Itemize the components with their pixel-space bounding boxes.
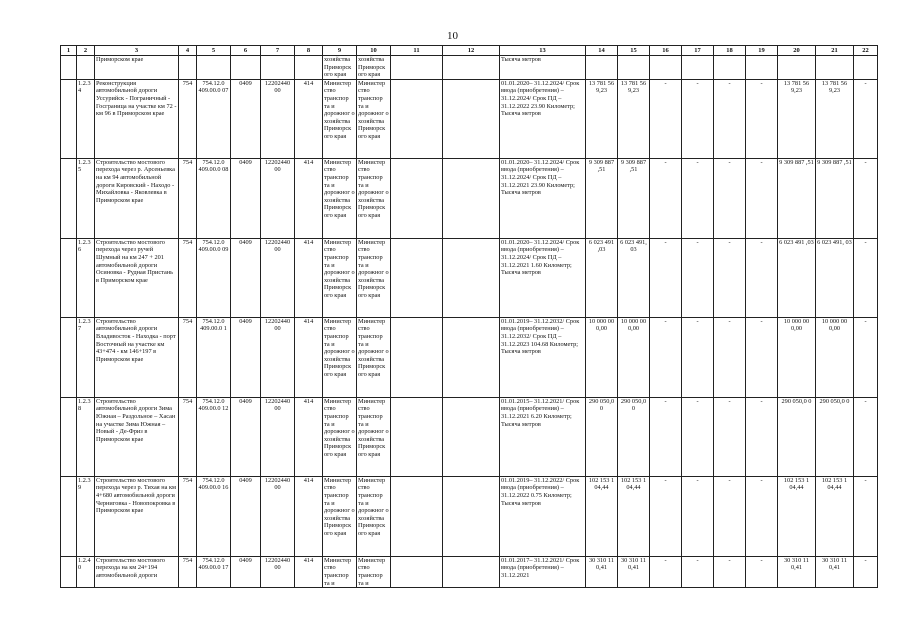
cell: Тысяча метров — [500, 56, 586, 80]
amount-cell: 102 153 1 04,44 — [816, 476, 854, 556]
developer-cell: Министер ство транспор та и дорожног о хозяйства Приморск ого края — [357, 397, 391, 476]
customer-cell: Министер ство транспор та и дорожног о хозяйства Приморск ого края — [323, 397, 357, 476]
col-header: 15 — [618, 46, 650, 56]
amount-cell: - — [714, 238, 746, 317]
grbs-code-cell: 754 — [179, 317, 197, 397]
target-article-cell: 12202440 00 — [261, 79, 295, 158]
table-row — [61, 556, 878, 587]
amount-cell: - — [746, 317, 778, 397]
amount-cell: 13 781 56 9,23 — [618, 79, 650, 158]
col-header: 3 — [95, 46, 179, 56]
col-header: 21 — [816, 46, 854, 56]
amount-cell: - — [746, 476, 778, 556]
col-header: 18 — [714, 46, 746, 56]
amount-cell: - — [682, 556, 714, 587]
amount-cell: - — [682, 238, 714, 317]
object-code-cell: 754.12.0 409.00.0 07 — [197, 79, 231, 158]
amount-cell: 13 781 56 9,23 — [816, 79, 854, 158]
section-code-cell: 0409 — [231, 397, 261, 476]
developer-cell: Министер ство транспор та и дорожног о хозяйства Приморск ого края — [357, 158, 391, 238]
cell — [61, 397, 77, 476]
cell — [295, 56, 323, 80]
cell: - — [854, 317, 878, 397]
amount-cell: 290 050,0 0 — [586, 397, 618, 476]
amount-cell: 6 023 491, 03 — [816, 238, 854, 317]
expense-type-cell: 414 — [295, 317, 323, 397]
amount-cell: - — [746, 158, 778, 238]
customer-cell: Министер ство транспор та и — [323, 556, 357, 587]
target-article-cell: 12202440 00 — [261, 556, 295, 587]
expense-type-cell: 414 — [295, 397, 323, 476]
cell: хозяйства Приморск ого края — [357, 56, 391, 80]
table-row — [61, 79, 878, 158]
target-article-cell: 12202440 00 — [261, 317, 295, 397]
amount-cell: - — [746, 397, 778, 476]
amount-cell: - — [682, 317, 714, 397]
col-header: 4 — [179, 46, 197, 56]
amount-cell: 9 309 887 ,51 — [778, 158, 816, 238]
customer-cell: Министер ство транспор та и дорожног о хозяйства Приморск ого края — [323, 476, 357, 556]
page-number: 10 — [447, 30, 458, 42]
amount-cell: 10 000 00 0,00 — [778, 317, 816, 397]
amount-cell: - — [650, 317, 682, 397]
amount-cell: 10 000 00 0,00 — [618, 317, 650, 397]
col-header: 11 — [391, 46, 443, 56]
developer-cell: Министер ство транспор та и дорожног о хозяйства Приморск ого края — [357, 79, 391, 158]
amount-cell: 13 781 56 9,23 — [778, 79, 816, 158]
cell — [77, 56, 95, 80]
cell: - — [854, 158, 878, 238]
amount-cell: 30 310 11 0,41 — [586, 556, 618, 587]
amount-cell: 9 309 887 ,51 — [618, 158, 650, 238]
cell — [391, 556, 443, 587]
table-row — [61, 317, 878, 397]
cell — [443, 556, 500, 587]
grbs-code-cell: 754 — [179, 79, 197, 158]
expense-type-cell: 414 — [295, 158, 323, 238]
col-header: 2 — [77, 46, 95, 56]
row-number-cell: 1.2.39 — [77, 476, 95, 556]
period-capacity-cell: 01.01.2019– 31.12.2022/ Срок ввода (приобретения) – 31.12.2022 0.75 Километр; Тысяча метров — [500, 476, 586, 556]
cell — [197, 56, 231, 80]
expense-type-cell: 414 — [295, 476, 323, 556]
cell: - — [854, 397, 878, 476]
object-name-cell: Строительство мостового перехода на км 24+194 автомобильной дороги — [95, 556, 179, 587]
col-header: 19 — [746, 46, 778, 56]
object-code-cell: 754.12.0 409.00.0 16 — [197, 476, 231, 556]
cell — [443, 476, 500, 556]
amount-cell: 9 309 887 ,51 — [586, 158, 618, 238]
cell: - — [854, 238, 878, 317]
period-capacity-cell: 01.01.2020– 31.12.2024/ Срок ввода (приобретения) – 31.12.2024/ Срок ПД – 31.12.2021 1.60 Километр; Тысяча метров — [500, 238, 586, 317]
cell — [231, 56, 261, 80]
target-article-cell: 12202440 00 — [261, 476, 295, 556]
investment-objects-table — [60, 45, 878, 588]
cell — [261, 56, 295, 80]
cell — [854, 56, 878, 80]
developer-cell: Министер ство транспор та и — [357, 556, 391, 587]
object-code-cell: 754.12.0 409.00.0 12 — [197, 397, 231, 476]
period-capacity-cell: 01.01.2017– 31.12.2021/ Срок ввода (приобретения) – 31.12.2021 — [500, 556, 586, 587]
section-code-cell: 0409 — [231, 556, 261, 587]
cell — [61, 238, 77, 317]
amount-cell: - — [682, 476, 714, 556]
cell — [586, 56, 618, 80]
table-row — [61, 158, 878, 238]
col-header: 8 — [295, 46, 323, 56]
col-header: 22 — [854, 46, 878, 56]
customer-cell: Министер ство транспор та и дорожног о хозяйства Приморск ого края — [323, 79, 357, 158]
amount-cell: 10 000 00 0,00 — [816, 317, 854, 397]
period-capacity-cell: 01.01.2020– 31.12.2024/ Срок ввода (приобретения) – 31.12.2024/ Срок ПД – 31.12.2022 23.90 Километр; Тысяча метров — [500, 79, 586, 158]
amount-cell: - — [650, 476, 682, 556]
amount-cell: 6 023 491, 03 — [618, 238, 650, 317]
row-number-cell: 1.2.37 — [77, 317, 95, 397]
section-code-cell: 0409 — [231, 158, 261, 238]
col-header: 20 — [778, 46, 816, 56]
cell — [443, 56, 500, 80]
amount-cell: 102 153 1 04,44 — [586, 476, 618, 556]
amount-cell: - — [714, 556, 746, 587]
cell — [391, 79, 443, 158]
amount-cell: - — [682, 79, 714, 158]
cell — [746, 56, 778, 80]
column-number-header — [61, 46, 878, 56]
amount-cell: - — [682, 158, 714, 238]
grbs-code-cell: 754 — [179, 158, 197, 238]
customer-cell: Министер ство транспор та и дорожног о хозяйства Приморск ого края — [323, 238, 357, 317]
developer-cell: Министер ство транспор та и дорожног о хозяйства Приморск ого края — [357, 317, 391, 397]
amount-cell: - — [650, 158, 682, 238]
grbs-code-cell: 754 — [179, 397, 197, 476]
grbs-code-cell: 754 — [179, 238, 197, 317]
amount-cell: - — [746, 79, 778, 158]
row-number-cell: 1.2.38 — [77, 397, 95, 476]
table-row — [61, 476, 878, 556]
cell — [391, 238, 443, 317]
row-number-cell: 1.2.34 — [77, 79, 95, 158]
amount-cell: 13 781 56 9,23 — [586, 79, 618, 158]
cell — [61, 79, 77, 158]
amount-cell: 10 000 00 0,00 — [586, 317, 618, 397]
object-code-cell: 754.12.0 409.00.0 08 — [197, 158, 231, 238]
cell — [179, 56, 197, 80]
target-article-cell: 12202440 00 — [261, 158, 295, 238]
object-name-cell: Приморском крае — [95, 56, 179, 80]
object-name-cell: Строительство мостового перехода через р. Арсеньевка на км 94 автомобильной дороги Кировский - Находо - Михайловка - Яковлевка в Приморском крае — [95, 158, 179, 238]
amount-cell: 102 153 1 04,44 — [778, 476, 816, 556]
cell — [618, 56, 650, 80]
col-header: 14 — [586, 46, 618, 56]
expense-type-cell: 414 — [295, 238, 323, 317]
amount-cell: - — [714, 397, 746, 476]
grbs-code-cell: 754 — [179, 476, 197, 556]
cell — [778, 56, 816, 80]
period-capacity-cell: 01.01.2015– 31.12.2021/ Срок ввода (приобретения) – 31.12.2021 6.20 Километр; Тысяча метров — [500, 397, 586, 476]
col-header: 17 — [682, 46, 714, 56]
customer-cell: Министер ство транспор та и дорожног о хозяйства Приморск ого края — [323, 158, 357, 238]
amount-cell: - — [650, 397, 682, 476]
cell: - — [854, 79, 878, 158]
grbs-code-cell: 754 — [179, 556, 197, 587]
amount-cell: 30 310 11 0,41 — [618, 556, 650, 587]
amount-cell: 6 023 491 ,03 — [778, 238, 816, 317]
cell — [443, 397, 500, 476]
object-name-cell: Реконструкция автомобильной дороги Уссурийск - Пограничный - Госграница на участке км 72 - км 96 в Приморском крае — [95, 79, 179, 158]
cell — [391, 317, 443, 397]
object-code-cell: 754.12.0 409.00.0 1 — [197, 317, 231, 397]
amount-cell: - — [746, 556, 778, 587]
cell — [650, 56, 682, 80]
col-header: 12 — [443, 46, 500, 56]
amount-cell: 30 310 11 0,41 — [778, 556, 816, 587]
object-name-cell: Строительство мостового перехода через ручей Шумный на км 247 + 201 автомобильной дороги Осиновка - Рудная Пристань в Приморском крае — [95, 238, 179, 317]
table-row — [61, 238, 878, 317]
col-header: 10 — [357, 46, 391, 56]
period-capacity-cell: 01.01.2019– 31.12.2032/ Срок ввода (приобретения) – 31.12.2032/ Срок ПД – 31.12.2023 104.68 Километр; Тысяча метров — [500, 317, 586, 397]
cell: - — [854, 476, 878, 556]
row-number-cell: 1.2.36 — [77, 238, 95, 317]
amount-cell: - — [746, 238, 778, 317]
cell — [391, 476, 443, 556]
col-header: 7 — [261, 46, 295, 56]
amount-cell: - — [714, 476, 746, 556]
customer-cell: Министер ство транспор та и дорожног о хозяйства Приморск ого края — [323, 317, 357, 397]
object-code-cell: 754.12.0 409.00.0 09 — [197, 238, 231, 317]
developer-cell: Министер ство транспор та и дорожног о хозяйства Приморск ого края — [357, 476, 391, 556]
section-code-cell: 0409 — [231, 79, 261, 158]
cell — [682, 56, 714, 80]
amount-cell: - — [650, 238, 682, 317]
cell — [391, 158, 443, 238]
cell — [443, 79, 500, 158]
target-article-cell: 12202440 00 — [261, 238, 295, 317]
section-code-cell: 0409 — [231, 238, 261, 317]
amount-cell: 290 050,0 0 — [816, 397, 854, 476]
amount-cell: - — [714, 79, 746, 158]
cell — [443, 238, 500, 317]
amount-cell: - — [714, 158, 746, 238]
cell: хозяйства Приморск ого края — [323, 56, 357, 80]
cell — [443, 317, 500, 397]
cell — [443, 158, 500, 238]
object-name-cell: Строительство мостового перехода через р. Тихая на км 4+680 автомобильной дороги Черниговка - Новопокровка в Приморском крае — [95, 476, 179, 556]
col-header: 9 — [323, 46, 357, 56]
row-number-cell: 1.2.35 — [77, 158, 95, 238]
rows-body — [61, 79, 878, 587]
expense-type-cell: 414 — [295, 556, 323, 587]
amount-cell: - — [682, 397, 714, 476]
col-header: 5 — [197, 46, 231, 56]
amount-cell: 9 309 887 ,51 — [816, 158, 854, 238]
col-header: 13 — [500, 46, 586, 56]
table-row — [61, 397, 878, 476]
table-row-continued — [61, 56, 878, 80]
target-article-cell: 12202440 00 — [261, 397, 295, 476]
cell — [816, 56, 854, 80]
cell — [391, 397, 443, 476]
col-header: 16 — [650, 46, 682, 56]
object-name-cell: Строительство автомобильной дороги Владивосток - Находка - порт Восточный на участке км 43+474 - км 146+197 в Приморском крае — [95, 317, 179, 397]
cell — [61, 556, 77, 587]
amount-cell: 290 050,0 0 — [618, 397, 650, 476]
amount-cell: 6 023 491 ,03 — [586, 238, 618, 317]
amount-cell: - — [650, 556, 682, 587]
section-code-cell: 0409 — [231, 476, 261, 556]
amount-cell: - — [714, 317, 746, 397]
object-name-cell: Строительство автомобильной дороги Зима Южная – Раздольное – Хасан на участке Зима Южная – Новый - Де-Фриз в Приморском крае — [95, 397, 179, 476]
cell — [61, 317, 77, 397]
row-number-cell: 1.2.40 — [77, 556, 95, 587]
cell — [61, 56, 77, 80]
amount-cell: - — [650, 79, 682, 158]
section-code-cell: 0409 — [231, 317, 261, 397]
object-code-cell: 754.12.0 409.00.0 17 — [197, 556, 231, 587]
period-capacity-cell: 01.01.2020– 31.12.2024/ Срок ввода (приобретения) – 31.12.2024/ Срок ПД – 31.12.2021 23.90 Километр; Тысяча метров — [500, 158, 586, 238]
cell: - — [854, 556, 878, 587]
col-header: 6 — [231, 46, 261, 56]
amount-cell: 30 310 11 0,41 — [816, 556, 854, 587]
cell — [391, 56, 443, 80]
amount-cell: 102 153 1 04,44 — [618, 476, 650, 556]
expense-type-cell: 414 — [295, 79, 323, 158]
cell — [61, 476, 77, 556]
amount-cell: 290 050,0 0 — [778, 397, 816, 476]
cell — [714, 56, 746, 80]
col-header: 1 — [61, 46, 77, 56]
cell — [61, 158, 77, 238]
developer-cell: Министер ство транспор та и дорожног о хозяйства Приморск ого края — [357, 238, 391, 317]
